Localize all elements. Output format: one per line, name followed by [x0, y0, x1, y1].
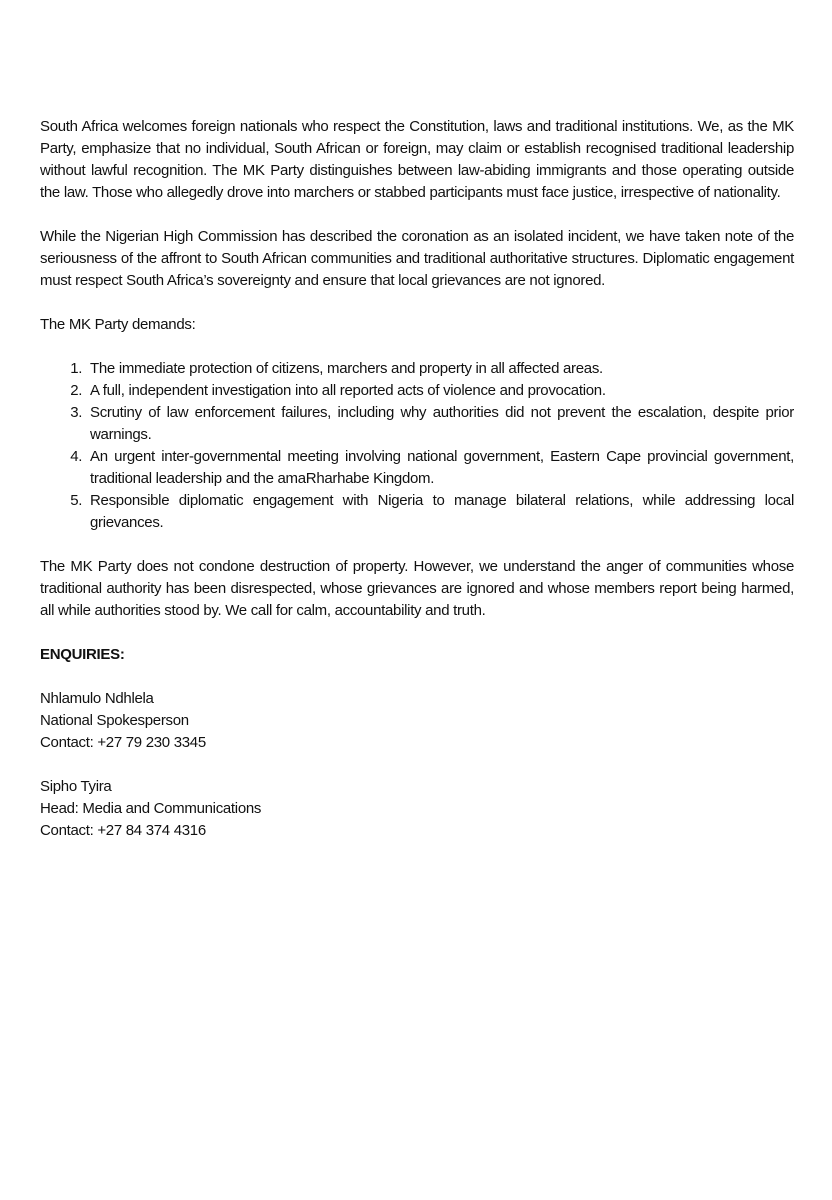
- contact-name: Sipho Tyira: [40, 778, 112, 795]
- contact-block: [40, 776, 794, 842]
- contact-block: [40, 688, 794, 754]
- contact-title: National Spokesperson: [40, 712, 189, 729]
- enquiries-heading: ENQUIRIES:: [40, 646, 125, 663]
- demand-item: 4. An urgent inter-governmental meeting involving national government, Eastern Cape provincial government, traditional leadership and the amaRharhabe Kingdom.: [86, 446, 794, 490]
- demand-item: 5. Responsible diplomatic engagement with Nigeria to manage bilateral relations, while addressing local grievances.: [86, 490, 794, 534]
- contact-name: Nhlamulo Ndhlela: [40, 690, 154, 707]
- demand-item: 3. Scrutiny of law enforcement failures, including why authorities did not prevent the escalation, despite prior warnings.: [86, 402, 794, 446]
- paragraph-foreign-nationals: South Africa welcomes foreign nationals who respect the Constitution, laws and traditional institutions. We, as the MK Party, emphasize that no individual, South African or foreign, may claim or establish recognised traditional leadership without lawful recognition. The MK Party distinguishes between law-abiding immigrants and those operating outside the law. Those who allegedly drove into marchers or stabbed participants must face justice, irrespective of nationality.: [40, 118, 794, 201]
- contact-phone: Contact: +27 79 230 3345: [40, 734, 206, 751]
- demand-item: 1. The immediate protection of citizens, marchers and property in all affected areas.: [86, 358, 794, 380]
- demands-list: [40, 358, 794, 534]
- demand-item: 2. A full, independent investigation into all reported acts of violence and provocation.: [86, 380, 794, 402]
- paragraph-closing: The MK Party does not condone destruction of property. However, we understand the anger of communities whose traditional authority has been disrespected, whose grievances are ignored and whose members report being harmed, all while authorities stood by. We call for calm, accountability and truth.: [40, 558, 794, 619]
- demands-intro: The MK Party demands:: [40, 316, 196, 333]
- contact-title: Head: Media and Communications: [40, 800, 262, 817]
- press-statement: [40, 116, 794, 864]
- contact-phone: Contact: +27 84 374 4316: [40, 822, 206, 839]
- paragraph-nigerian-high-commission: While the Nigerian High Commission has described the coronation as an isolated incident, we have taken note of the seriousness of the affront to South African communities and traditional authoritative structures. Diplomatic engagement must respect South Africa’s sovereignty and ensure that local grievances are not ignored.: [40, 228, 794, 289]
